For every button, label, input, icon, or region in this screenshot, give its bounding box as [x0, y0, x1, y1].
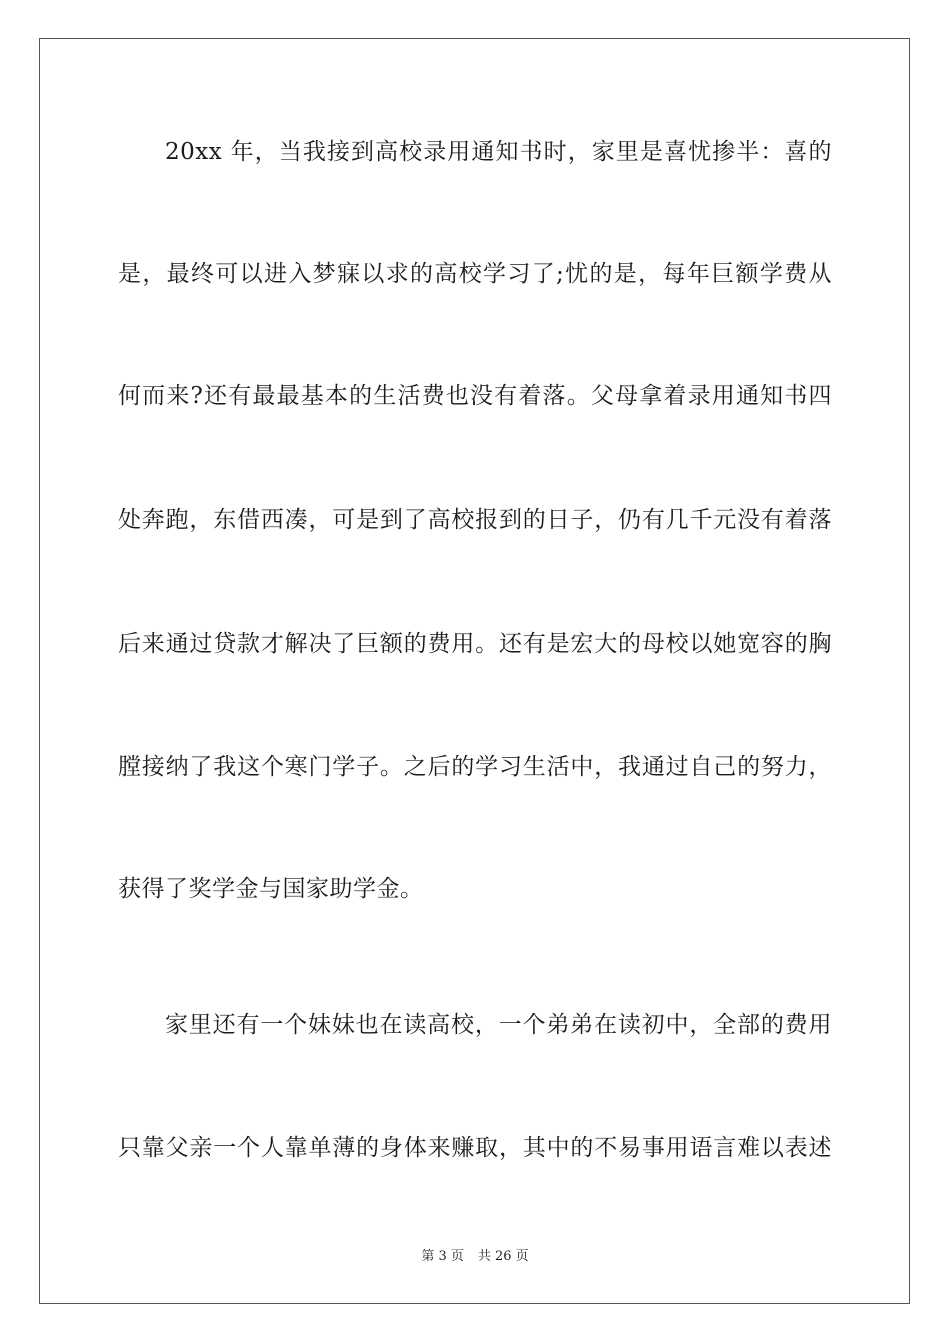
paragraph-1-line-2: 是，最终可以进入梦寐以求的高校学习了;忧的是，每年巨额学费从 [118, 261, 832, 287]
paragraph-1-line-5: 后来通过贷款才解决了巨额的费用。还有是宏大的母校以她宽容的胸 [118, 631, 832, 657]
page-number: 第 3 页 [421, 1249, 464, 1264]
paragraph-1-line-4: 处奔跑，东借西凑，可是到了高校报到的日子，仍有几千元没有着落 [118, 507, 832, 533]
page-total: 共 26 页 [477, 1249, 529, 1264]
paragraph-2-line-2: 只靠父亲一个人靠单薄的身体来赚取，其中的不易事用语言难以表述 [118, 1135, 832, 1161]
paragraph-1-line-3: 何而来?还有最最基本的生活费也没有着落。父母拿着录用通知书四 [118, 383, 832, 409]
paragraph-1-line-1: 20xx 年，当我接到高校录用通知书时，家里是喜忧掺半：喜的 [165, 139, 832, 165]
page-border [39, 38, 910, 1304]
paragraph-2-line-1: 家里还有一个妹妹也在读高校，一个弟弟在读初中，全部的费用 [165, 1012, 832, 1038]
page-footer [0, 1248, 950, 1266]
paragraph-1-line-7: 获得了奖学金与国家助学金。 [118, 876, 424, 902]
paragraph-1-line-6: 膛接纳了我这个寒门学子。之后的学习生活中，我通过自己的努力， [118, 754, 832, 780]
